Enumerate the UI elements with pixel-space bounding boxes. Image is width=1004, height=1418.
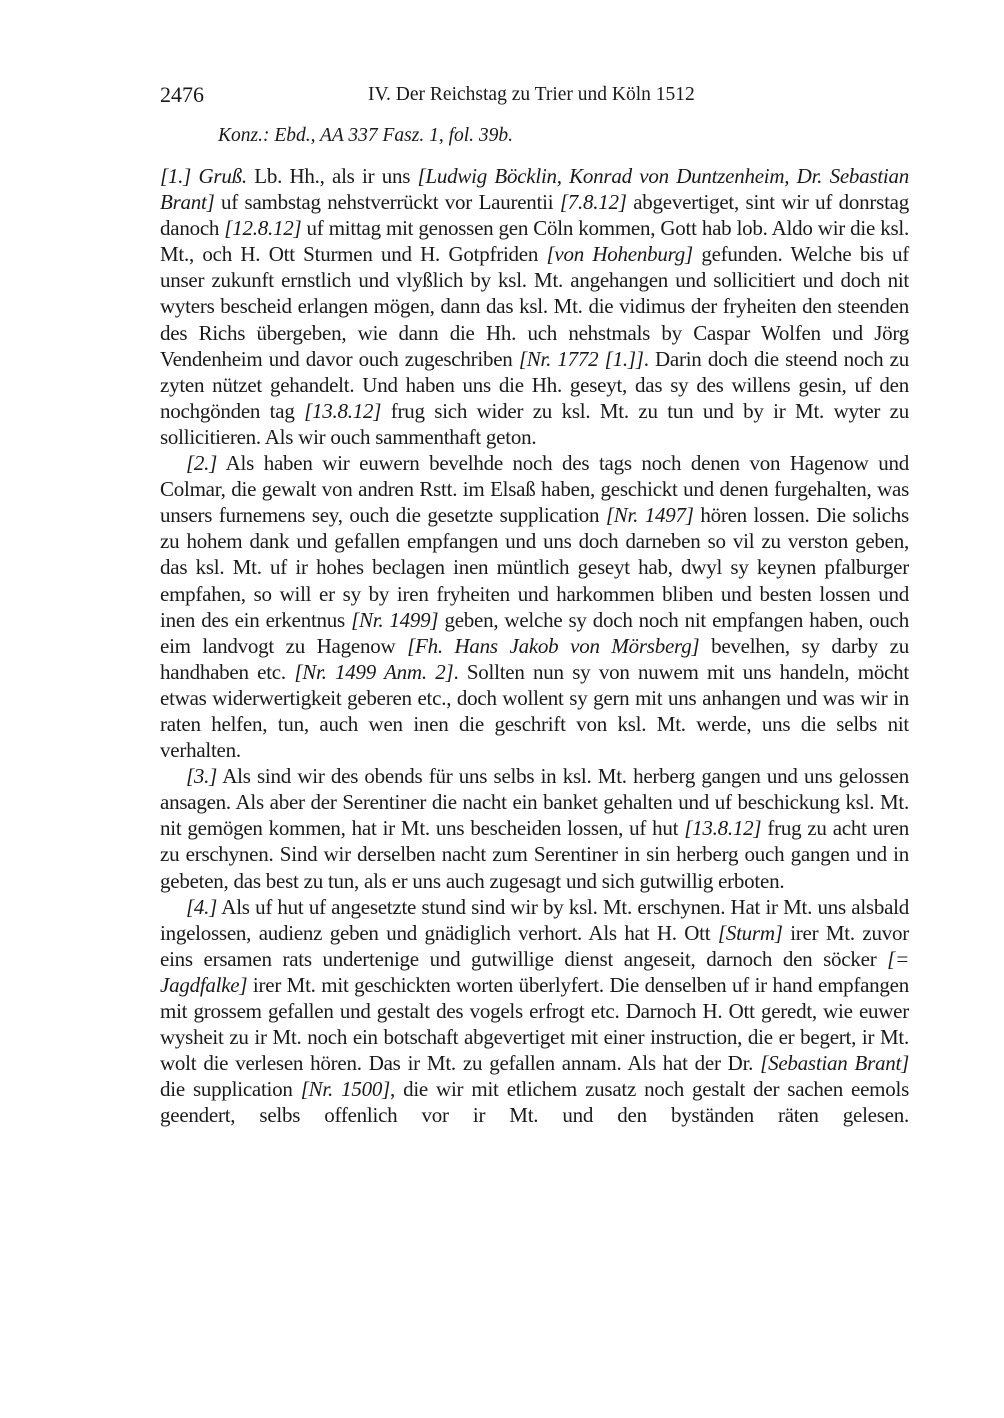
text-segment: hören lossen. Die solichs zu hohem dank und gefallen empfangen und uns doch darneben so vil zu verston geben, das ksl. Mt. uf ir hohes beclagen inen müntlich geseyt hab, dwyl sy keynen pfalburger empfahen, so will er sy by iren fryheiten und harkommen bliben und besten lossen und inen des ein erkentnus <box>160 503 909 632</box>
text-segment: geben, welche sy doch noch nit empfangen haben, ouch eim landvogt zu Hagenow <box>160 607 910 658</box>
page-header <box>160 80 909 110</box>
editorial-annotation: [Ludwig Böcklin, Konrad von Duntzenheim, Dr. Sebastian Brant] <box>160 164 909 215</box>
text-segment: gefunden. Welche bis uf unser zukunft ernstlich und vlyßlich by ksl. Mt. angehangen und sollicitiert und doch nit wyters bescheid erlangen mögen, dann das ksl. Mt. die vidimus der fryheiten den steenden des Richs übergeben, wie dann die Hh. uch nehstmals by Caspar Wolfen und Jörg Vendenheim und davor ouch zugeschriben <box>160 242 909 371</box>
source-reference: Konz.: Ebd., AA 337 Fasz. 1, fol. 39b. <box>218 125 514 146</box>
editorial-annotation: [4.] <box>186 894 218 919</box>
paragraph-2 <box>160 450 909 763</box>
text-segment: uf mittag mit genossen gen Cöln kommen, Gott hab lob. Aldo wir die ksl. Mt., och H. Ott Sturmen und H. Gotpfriden <box>160 216 909 267</box>
editorial-annotation: [Fh. Hans Jakob von Mörsberg] <box>407 633 700 658</box>
text-segment: Lb. Hh., als ir uns <box>246 164 418 188</box>
text-segment: . Sollten nun sy von nuwem mit uns handeln, möcht etwas widerwertigkeit geberen etc., doch wollent sy gern mit uns anhangen und was wir in raten helfen, tun, auch wen inen die geschrift von ksl. Mt. werde, uns die selbs nit verhalten. <box>160 659 909 763</box>
text-segment: irer Mt. zuvor eins ersamen rats undertenige und gutwillige dienst angeseit, darnoch den söcker <box>160 920 909 971</box>
editorial-annotation: [Nr. 1499] <box>351 607 439 632</box>
text-segment: abgevertiget, sint wir uf donrstag danoch <box>160 190 909 241</box>
text-segment: die supplication <box>160 1077 301 1102</box>
editorial-annotation: [1.] Gruß. <box>160 164 247 188</box>
text-segment: . Darin doch die steend noch zu zyten nützet gehandelt. Und haben uns die Hh. geseyt, das sy des willens gesin, uf den nochgönden tag <box>160 346 909 423</box>
editorial-annotation: [Sebastian Brant] <box>760 1051 909 1076</box>
text-segment: Als sind wir des obends für uns selbs in ksl. Mt. herberg gangen und uns gelossen ansagen. Als aber der Serentiner die nacht ein banket gehalten und uf beschickung ksl. Mt. nit gemögen kommen, hat ir Mt. uns bescheiden lossen, uf hut <box>160 764 909 841</box>
editorial-annotation: [= Jagdfalke] <box>160 946 909 997</box>
document-body <box>160 163 909 1128</box>
running-title: IV. Der Reichstag zu Trier und Köln 1512 <box>368 84 695 105</box>
editorial-annotation: [von Hohenburg] <box>546 242 693 267</box>
editorial-annotation: [Nr. 1500] <box>300 1077 390 1102</box>
editorial-annotation: [13.8.12] <box>304 398 382 423</box>
text-segment: frug sich wider zu ksl. Mt. zu tun und by ir Mt. wyter zu sollicitieren. Als wir ouch sammenthaft geton. <box>160 398 909 449</box>
text-segment: frug zu acht uren zu erschynen. Sind wir derselben nacht zum Serentiner in sin herberg ouch gangen und in gebeten, das best zu tun, als er uns auch zugesagt und sich gutwillig erboten. <box>160 816 909 893</box>
editorial-annotation: [Sturm] <box>717 920 783 945</box>
editorial-annotation: [7.8.12] <box>559 190 627 215</box>
editorial-annotation: [2.] <box>186 451 218 476</box>
paragraph-3 <box>160 763 909 893</box>
page-number: 2476 <box>160 82 204 107</box>
text-segment: Als haben wir euwern bevelhde noch des tags noch denen von Hagenow und Colmar, die gewalt von andren Rstt. im Elsaß haben, geschickt und denen furgehalten, was unsers furnemens sey, ouch die gesetzte supplication <box>160 451 909 528</box>
editorial-annotation: [Nr. 1772 [1.]] <box>518 346 644 371</box>
editorial-annotation: [Nr. 1497] <box>605 503 694 528</box>
editorial-annotation: [3.] <box>186 764 218 789</box>
text-segment: irer Mt. mit geschickten worten überlyfert. Die denselben uf ir hand empfangen mit grossem gefallen und gestalt des vogels erfrogt etc. Darnoch H. Ott geredt, wie euwer wysheit zu ir Mt. noch ein botschaft abgevertiget mit einer instruction, die er begert, ir Mt. wolt die verlesen hören. Das ir Mt. zu gefallen annam. Als hat der Dr. <box>160 972 909 1076</box>
paragraph-1 <box>160 163 909 450</box>
paragraph-4 <box>160 894 909 1129</box>
editorial-annotation: [12.8.12] <box>224 216 302 241</box>
editorial-annotation: [Nr. 1499 Anm. 2] <box>294 659 454 684</box>
text-segment: Als uf hut uf angesetzte stund sind wir by ksl. Mt. erschynen. Hat ir Mt. uns alsbald ingelossen, audienz geben und gnädiglich verhort. Als hat H. Ott <box>160 894 909 945</box>
text-segment: bevelhen, sy darby zu handhaben etc. <box>160 633 910 684</box>
text-segment: uf sambstag nehstverrückt vor Laurentii <box>214 190 560 215</box>
text-segment: , die wir mit etlichem zusatz noch gestalt der sachen eemols geendert, selbs offenlich vor ir Mt. und den byständen räten gelesen. <box>160 1077 909 1128</box>
editorial-annotation: [13.8.12] <box>684 816 762 841</box>
